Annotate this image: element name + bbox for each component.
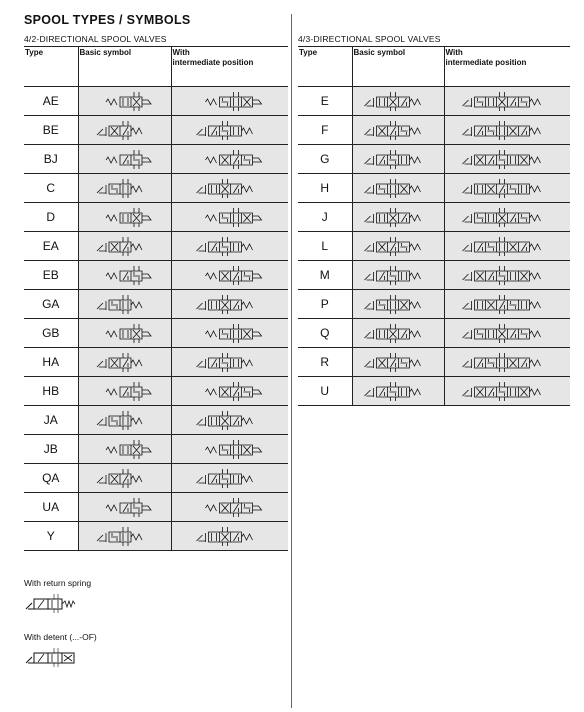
intermediate-symbol-cell	[444, 174, 570, 203]
intermediate-symbol-cell	[444, 203, 570, 232]
basic-symbol-cell	[78, 377, 171, 406]
valve-symbol-icon	[446, 148, 568, 170]
valve-symbol-icon	[353, 322, 443, 344]
basic-symbol-cell	[352, 261, 444, 290]
section-heading: 4/2-DIRECTIONAL SPOOL VALVES	[24, 34, 167, 44]
table-row	[298, 232, 570, 261]
table-row	[24, 406, 288, 435]
valve-symbol-icon	[172, 467, 288, 489]
valve-symbol-icon	[80, 119, 170, 141]
table-row	[298, 174, 570, 203]
valve-symbol-icon	[80, 235, 170, 257]
spool-type-code: EB	[24, 261, 78, 290]
table-row	[24, 435, 288, 464]
spool-type-code: R	[298, 348, 352, 377]
spool-type-code: JB	[24, 435, 78, 464]
valve-symbol-icon	[446, 322, 568, 344]
basic-symbol-cell	[352, 87, 444, 116]
table-row	[298, 261, 570, 290]
spool-type-code: F	[298, 116, 352, 145]
valve-symbol-icon	[172, 206, 288, 228]
basic-symbol-cell	[78, 522, 171, 551]
spool-type-code: BE	[24, 116, 78, 145]
intermediate-symbol-cell	[171, 348, 288, 377]
table-row	[298, 377, 570, 406]
spool-type-code: G	[298, 145, 352, 174]
valve-symbol-icon	[80, 380, 170, 402]
basic-symbol-cell	[352, 203, 444, 232]
intermediate-symbol-cell	[171, 116, 288, 145]
valve-symbol-icon	[80, 264, 170, 286]
table-row	[24, 116, 288, 145]
intermediate-symbol-cell	[444, 116, 570, 145]
basic-symbol-cell	[78, 145, 171, 174]
intermediate-symbol-cell	[171, 464, 288, 493]
valve-symbol-icon	[353, 206, 443, 228]
valve-symbol-icon	[353, 90, 443, 112]
table-row	[24, 377, 288, 406]
spool-type-code: E	[298, 87, 352, 116]
table-row	[298, 116, 570, 145]
valve-symbol-icon	[446, 351, 568, 373]
header-basic-symbol: Basic symbol	[352, 47, 444, 87]
basic-symbol-cell	[78, 87, 171, 116]
spool-type-code: EA	[24, 232, 78, 261]
valve-symbol-icon	[353, 264, 443, 286]
spool-type-code: HB	[24, 377, 78, 406]
valve-symbol-icon	[353, 177, 443, 199]
table-row	[24, 464, 288, 493]
table-row	[298, 348, 570, 377]
valve-symbol-icon	[446, 119, 568, 141]
basic-symbol-cell	[78, 493, 171, 522]
valve-symbol-icon	[80, 148, 170, 170]
spool-type-code: BJ	[24, 145, 78, 174]
intermediate-symbol-cell	[171, 435, 288, 464]
intermediate-symbol-cell	[171, 232, 288, 261]
spool-type-code: J	[298, 203, 352, 232]
intermediate-symbol-cell	[444, 232, 570, 261]
basic-symbol-cell	[78, 203, 171, 232]
basic-symbol-cell	[352, 319, 444, 348]
basic-symbol-cell	[78, 116, 171, 145]
valve-symbol-icon	[353, 148, 443, 170]
valve-symbol-icon	[172, 351, 288, 373]
valve-symbol-icon	[80, 496, 170, 518]
return-spring-symbol	[24, 591, 78, 620]
valve-symbol-icon	[80, 293, 170, 315]
valve-symbol-icon	[172, 380, 288, 402]
spool-type-code: C	[24, 174, 78, 203]
basic-symbol-cell	[78, 464, 171, 493]
valve-symbol-icon	[172, 90, 288, 112]
detent-symbol	[24, 645, 78, 674]
basic-symbol-cell	[78, 290, 171, 319]
section-4-3-valves	[298, 34, 570, 406]
valve-symbol-icon	[446, 206, 568, 228]
intermediate-symbol-cell	[444, 87, 570, 116]
basic-symbol-cell	[352, 174, 444, 203]
intermediate-symbol-cell	[171, 377, 288, 406]
basic-symbol-cell	[352, 348, 444, 377]
valve-symbol-icon	[80, 206, 170, 228]
basic-symbol-cell	[78, 406, 171, 435]
table-row	[298, 145, 570, 174]
table-row	[24, 261, 288, 290]
note-return-spring: With return spring	[24, 578, 92, 588]
intermediate-symbol-cell	[444, 319, 570, 348]
valve-symbol-icon	[172, 438, 288, 460]
valve-symbol-icon	[80, 438, 170, 460]
intermediate-symbol-cell	[171, 493, 288, 522]
intermediate-symbol-cell	[444, 290, 570, 319]
valve-symbol-icon	[172, 293, 288, 315]
basic-symbol-cell	[352, 116, 444, 145]
spool-type-code: D	[24, 203, 78, 232]
valve-symbol-icon	[353, 351, 443, 373]
spool-type-code: AE	[24, 87, 78, 116]
intermediate-symbol-cell	[171, 406, 288, 435]
valve-symbol-icon	[80, 525, 170, 547]
basic-symbol-cell	[78, 174, 171, 203]
table-row	[24, 319, 288, 348]
spool-type-code: HA	[24, 348, 78, 377]
valve-symbol-icon	[172, 496, 288, 518]
table-row	[24, 174, 288, 203]
note-detent: With detent (...-OF)	[24, 632, 97, 642]
table-row	[298, 319, 570, 348]
spool-table-4-3	[298, 46, 570, 406]
valve-symbol-icon	[353, 235, 443, 257]
basic-symbol-cell	[78, 348, 171, 377]
intermediate-symbol-cell	[171, 290, 288, 319]
intermediate-symbol-cell	[171, 522, 288, 551]
table-row	[24, 522, 288, 551]
table-row	[298, 87, 570, 116]
header-intermediate: With intermediate position	[444, 47, 570, 87]
valve-symbol-icon	[24, 591, 78, 615]
valve-symbol-icon	[446, 177, 568, 199]
spool-type-code: GA	[24, 290, 78, 319]
spool-type-code: Y	[24, 522, 78, 551]
basic-symbol-cell	[78, 232, 171, 261]
valve-symbol-icon	[172, 264, 288, 286]
spool-type-code: H	[298, 174, 352, 203]
intermediate-symbol-cell	[444, 145, 570, 174]
intermediate-symbol-cell	[444, 348, 570, 377]
spool-type-code: GB	[24, 319, 78, 348]
basic-symbol-cell	[352, 145, 444, 174]
table-row	[24, 145, 288, 174]
intermediate-symbol-cell	[444, 261, 570, 290]
column-divider-rule	[291, 14, 292, 708]
valve-symbol-icon	[172, 322, 288, 344]
valve-symbol-icon	[80, 467, 170, 489]
intermediate-symbol-cell	[171, 261, 288, 290]
table-row	[24, 348, 288, 377]
table-row	[24, 290, 288, 319]
basic-symbol-cell	[352, 290, 444, 319]
spool-type-code: M	[298, 261, 352, 290]
intermediate-symbol-cell	[171, 203, 288, 232]
header-intermediate: With intermediate position	[171, 47, 288, 87]
page-title: SPOOL TYPES / SYMBOLS	[24, 13, 191, 27]
section-heading: 4/3-DIRECTIONAL SPOOL VALVES	[298, 34, 441, 44]
valve-symbol-icon	[172, 119, 288, 141]
valve-symbol-icon	[24, 645, 78, 669]
section-4-2-valves	[24, 34, 288, 551]
header-type: Type	[24, 47, 78, 87]
table-row	[298, 290, 570, 319]
spool-type-code: L	[298, 232, 352, 261]
intermediate-symbol-cell	[171, 145, 288, 174]
table-row	[298, 203, 570, 232]
header-basic-symbol: Basic symbol	[78, 47, 171, 87]
spool-type-code: JA	[24, 406, 78, 435]
valve-symbol-icon	[80, 90, 170, 112]
valve-symbol-icon	[172, 409, 288, 431]
valve-symbol-icon	[172, 235, 288, 257]
basic-symbol-cell	[78, 261, 171, 290]
intermediate-symbol-cell	[171, 174, 288, 203]
spool-type-code: UA	[24, 493, 78, 522]
valve-symbol-icon	[172, 177, 288, 199]
valve-symbol-icon	[446, 293, 568, 315]
valve-symbol-icon	[80, 177, 170, 199]
basic-symbol-cell	[78, 319, 171, 348]
valve-symbol-icon	[80, 322, 170, 344]
basic-symbol-cell	[352, 232, 444, 261]
valve-symbol-icon	[172, 525, 288, 547]
intermediate-symbol-cell	[444, 377, 570, 406]
table-row	[24, 87, 288, 116]
intermediate-symbol-cell	[171, 87, 288, 116]
valve-symbol-icon	[80, 409, 170, 431]
spool-type-code: U	[298, 377, 352, 406]
valve-symbol-icon	[80, 351, 170, 373]
header-type: Type	[298, 47, 352, 87]
spool-table-4-2	[24, 46, 288, 551]
intermediate-symbol-cell	[171, 319, 288, 348]
valve-symbol-icon	[446, 380, 568, 402]
spool-type-code: Q	[298, 319, 352, 348]
table-row	[24, 203, 288, 232]
spool-type-code: P	[298, 290, 352, 319]
valve-symbol-icon	[446, 264, 568, 286]
valve-symbol-icon	[353, 119, 443, 141]
basic-symbol-cell	[78, 435, 171, 464]
table-row	[24, 232, 288, 261]
table-row	[24, 493, 288, 522]
valve-symbol-icon	[446, 90, 568, 112]
valve-symbol-icon	[172, 148, 288, 170]
valve-symbol-icon	[353, 380, 443, 402]
basic-symbol-cell	[352, 377, 444, 406]
valve-symbol-icon	[353, 293, 443, 315]
valve-symbol-icon	[446, 235, 568, 257]
spool-type-code: QA	[24, 464, 78, 493]
